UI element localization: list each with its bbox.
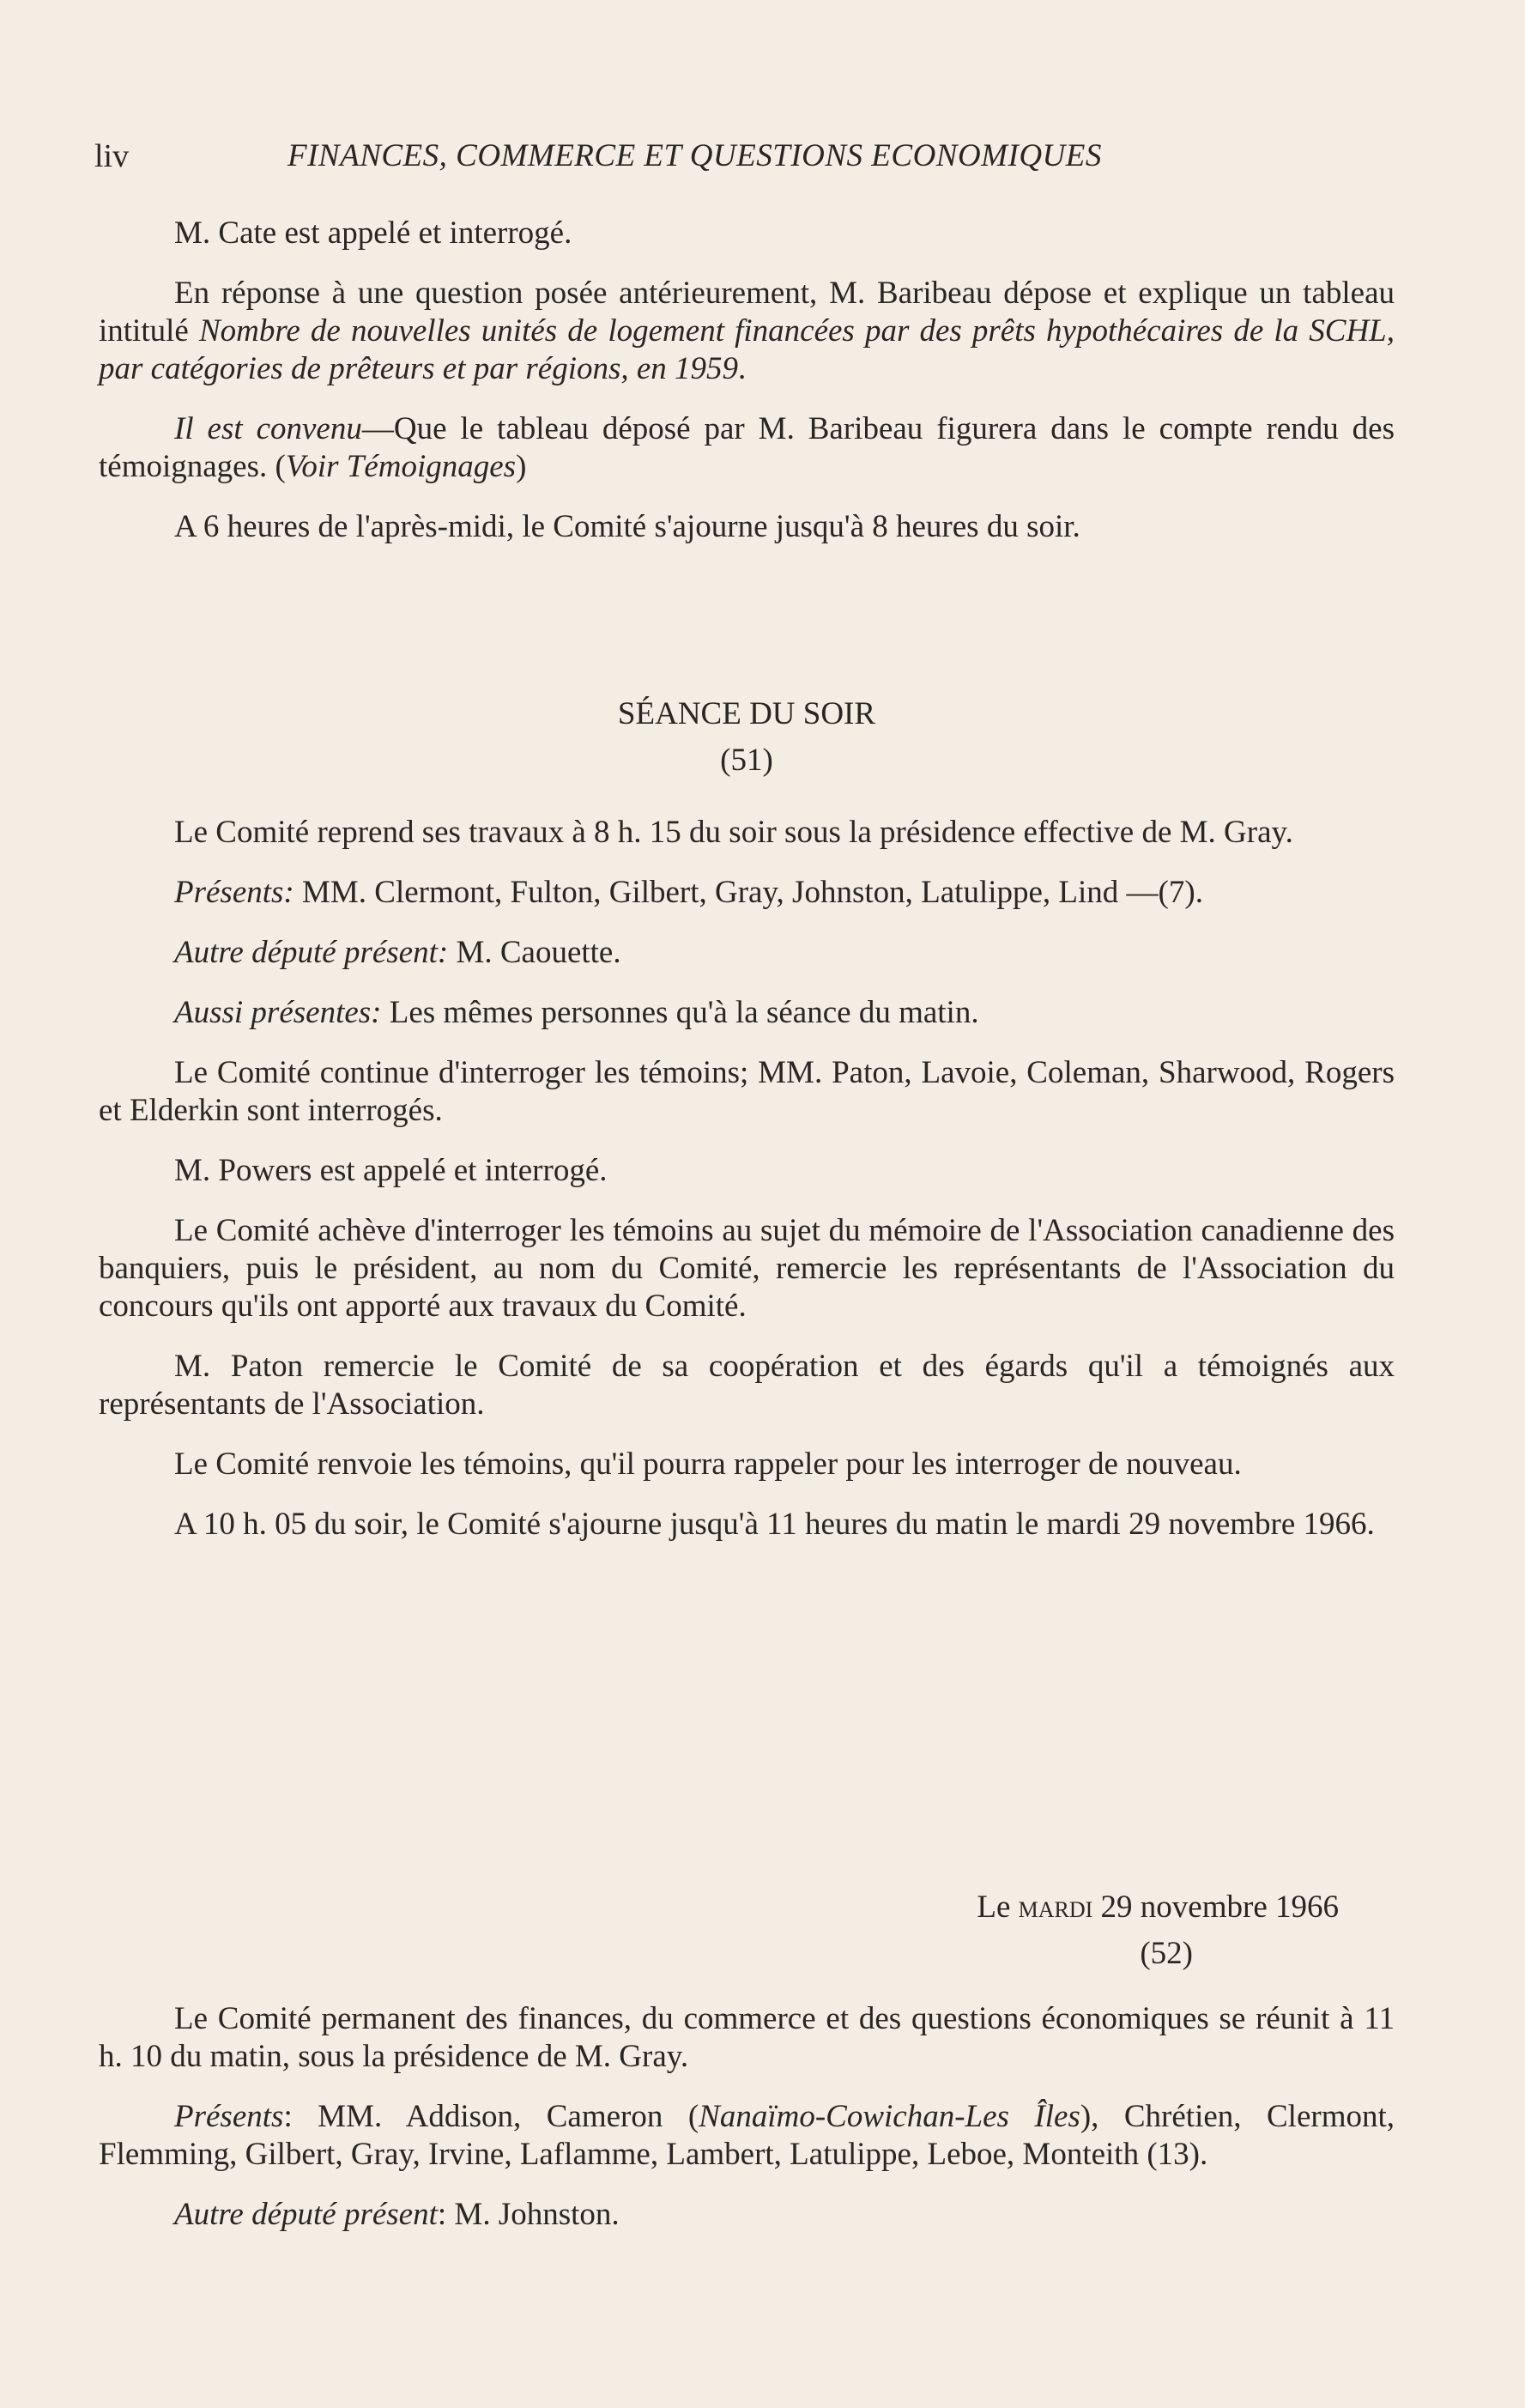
- reference-text: Voir Témoignages: [285, 449, 517, 484]
- present-morning-text-a: : MM. Addison, Cameron (: [283, 2099, 699, 2134]
- present-morning-label: Présents: [174, 2099, 284, 2134]
- evening-session-number: (51): [720, 743, 773, 778]
- other-member-label: Autre député présent:: [174, 935, 449, 970]
- present-label: Présents:: [174, 875, 294, 910]
- paragraph-resume: Le Comité reprend ses travaux à 8 h. 15 du soir sous la présidence effective de M. Gray.: [174, 815, 1293, 850]
- next-session-number: (52): [1140, 1936, 1193, 1971]
- date-prefix: Le: [977, 1889, 1019, 1925]
- paragraph-cate: M. Cate est appelé et interrogé.: [174, 215, 572, 251]
- paragraph-adjourn-evening: A 10 h. 05 du soir, le Comité s'ajourne jusqu'à 11 heures du matin le mardi 29 novembre 1966.: [174, 1507, 1375, 1542]
- next-session: [99, 2000, 1395, 2234]
- present-list: MM. Clermont, Fulton, Gilbert, Gray, Johnston, Latulippe, Lind —(7).: [294, 875, 1203, 910]
- also-present-label: Aussi présentes:: [174, 995, 382, 1030]
- also-present-text: Les mêmes personnes qu'à la séance du matin.: [381, 995, 979, 1030]
- running-title: FINANCES, COMMERCE ET QUESTIONS ECONOMIQUES: [287, 138, 1102, 173]
- paragraph-baribeau-table: [99, 275, 1395, 388]
- paragraph-meeting: Le Comité permanent des finances, du commerce et des questions économiques se réunit à 11 h. 10 du matin, sous la présidence de M. Gray.: [99, 2001, 1395, 2074]
- date-day: mardi: [1018, 1889, 1093, 1925]
- other-member-morning-label: Autre député présent: [174, 2197, 438, 2232]
- paragraph-also-present: [99, 994, 1395, 1032]
- paragraph-text: En réponse à une question posée antérieurement, M. Baribeau dépose et explique un tableau intitulé: [99, 276, 1395, 349]
- paragraph-dismiss: Le Comité renvoie les témoins, qu'il pourra rappeler pour les interroger de nouveau.: [174, 1447, 1242, 1482]
- morning-continuation: [99, 215, 1395, 546]
- riding-name: Nanaïmo-Cowichan-Les Îles: [699, 2099, 1080, 2134]
- evening-session: [99, 814, 1395, 1544]
- page-header: [94, 137, 1425, 180]
- paragraph-resolution: [99, 410, 1395, 486]
- page-number: liv: [94, 138, 130, 174]
- paragraph-adjourn-afternoon: A 6 heures de l'après-midi, le Comité s'ajourne jusqu'à 8 heures du soir.: [174, 509, 1080, 544]
- paragraph-end: .: [738, 351, 747, 386]
- paragraph-present-morning: [99, 2098, 1395, 2174]
- paragraph-witnesses: Le Comité continue d'interroger les témoins; MM. Paton, Lavoie, Coleman, Sharwood, Rogers et Elderkin sont interrogés.: [99, 1055, 1395, 1128]
- evening-heading: SÉANCE DU SOIR: [617, 696, 876, 731]
- paragraph-present: [99, 874, 1395, 912]
- paragraph-powers: M. Powers est appelé et interrogé.: [174, 1153, 608, 1188]
- paragraph-completion: Le Comité achève d'interroger les témoins au sujet du mémoire de l'Association canadienne des banquiers, puis le président, au nom du Comité, remercie les représentants de l'Association du concours qu'ils ont apporté aux travaux du Comité.: [99, 1213, 1395, 1324]
- paragraph-thanks: M. Paton remercie le Comité de sa coopération et des égards qu'il a témoignés aux représentants de l'Association.: [99, 1349, 1395, 1422]
- table-title: Nombre de nouvelles unités de logement financées par des prêts hypothécaires de la SCHL, par catégories de prêteurs et par régions, en 1959: [99, 313, 1395, 386]
- other-member-morning-text: : M. Johnston.: [437, 2197, 620, 2232]
- paragraph-other-member-morning: [99, 2196, 1395, 2234]
- resolution-text: —Que le tableau déposé par M. Baribeau figurera dans le compte rendu des témoignages. (: [99, 411, 1395, 484]
- present-morning-text-b: ), Chrétien, Clermont, Flemming, Gilbert, Gray, Irvine, Laflamme, Lambert, Latulippe, Leboe, Monteith (13).: [99, 2099, 1395, 2172]
- resolution-label: Il est convenu: [174, 411, 362, 446]
- next-session-date: [858, 1889, 1339, 1926]
- date-rest: 29 novembre 1966: [1092, 1889, 1339, 1925]
- resolution-end: ): [516, 449, 527, 484]
- other-member-text: M. Caouette.: [448, 935, 621, 970]
- paragraph-other-member: [99, 934, 1395, 972]
